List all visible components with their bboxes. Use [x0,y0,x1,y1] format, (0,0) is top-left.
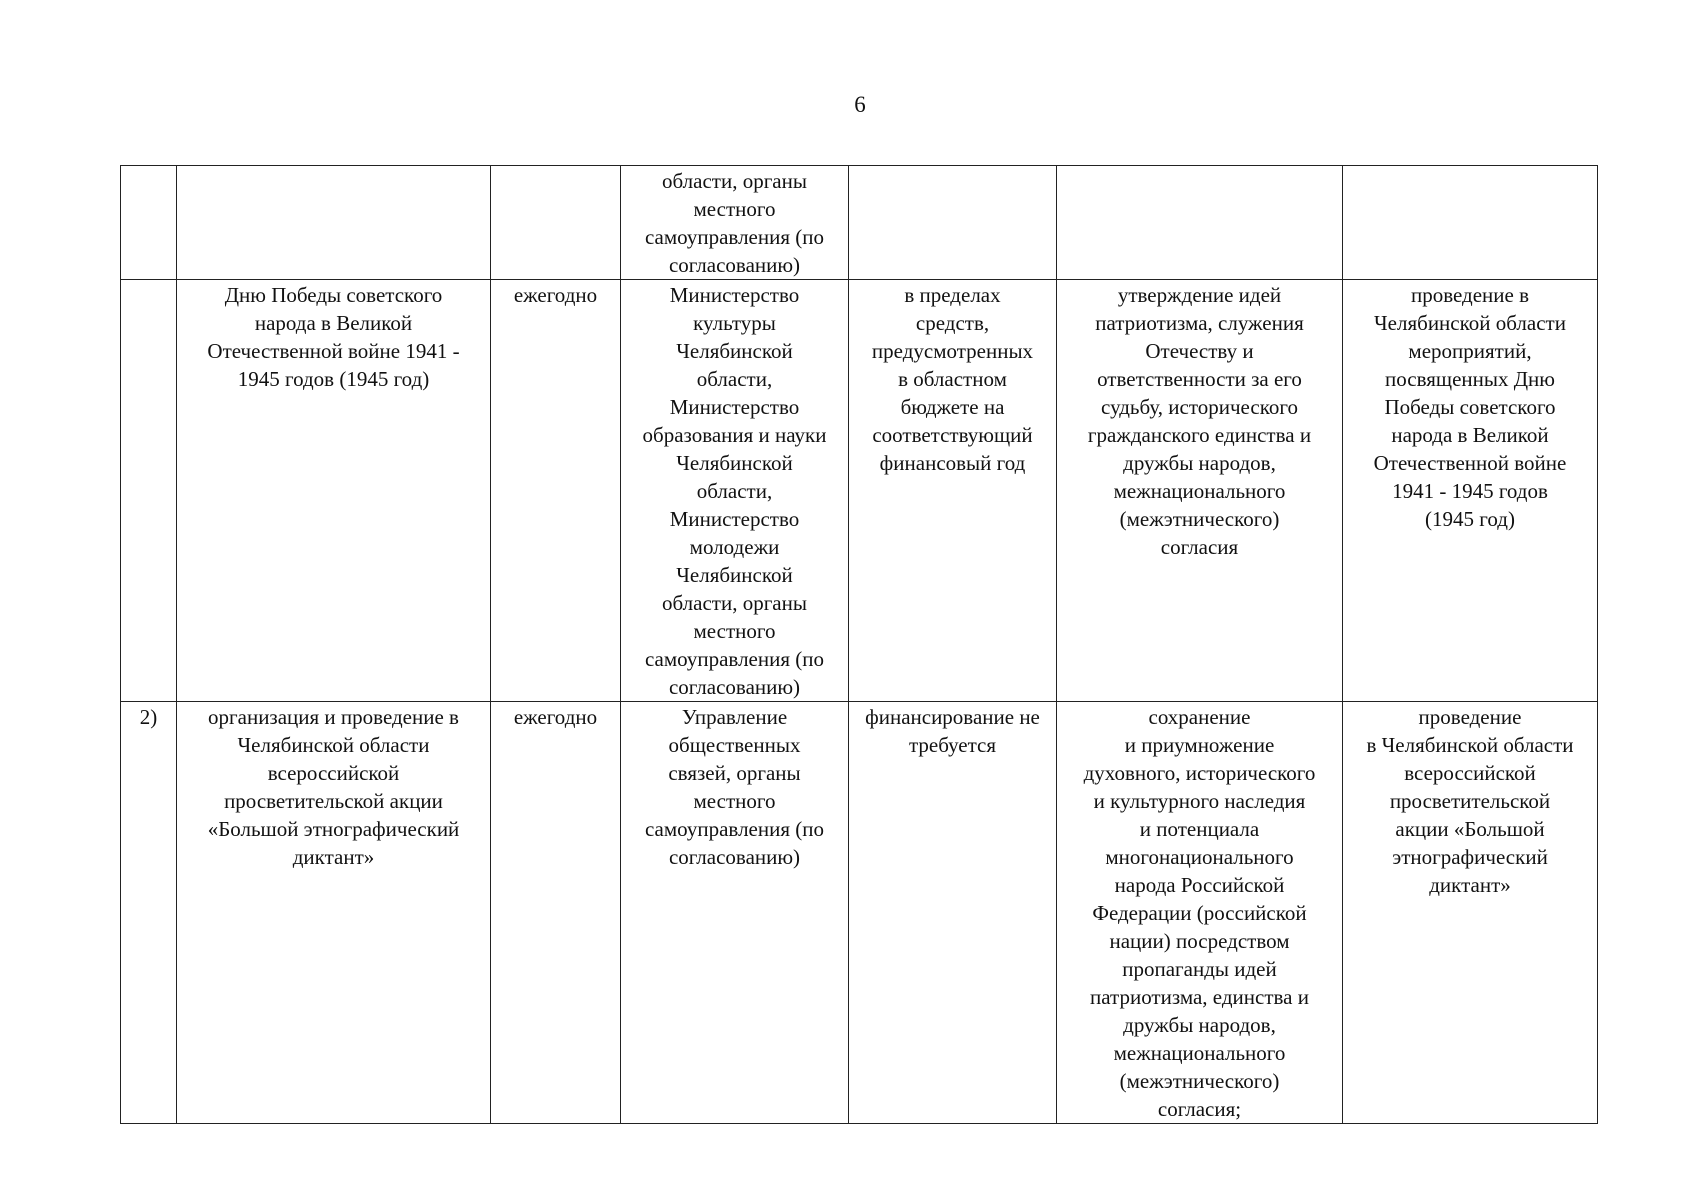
goals-cell: сохранение и приумножение духовного, исторического и культурного наследия и потенциала многонационального народа Российской Федерации (российской нации) посредством пропаганды идей патриотизма, единства и дружбы народов, межнационального (межэтнического) согласия; [1057,702,1343,1124]
table-row [121,280,1598,702]
event-cell: Дню Победы советского народа в Великой Отечественной войне 1941 - 1945 годов (1945 год) [177,280,491,702]
goals-cell [1057,166,1343,280]
funding-cell [849,166,1057,280]
result-cell: проведение в Челябинской области всероссийской просветительской акции «Большой этнографический диктант» [1343,702,1598,1124]
event-cell: организация и проведение в Челябинской области всероссийской просветительской акции «Большой этнографический диктант» [177,702,491,1124]
table-row [121,166,1598,280]
goals-cell: утверждение идей патриотизма, служения Отечеству и ответственности за его судьбу, исторического гражданского единства и дружбы народов, межнационального (межэтнического) согласия [1057,280,1343,702]
period-cell: ежегодно [491,280,621,702]
result-cell [1343,166,1598,280]
period-cell [491,166,621,280]
page-number: 6 [854,92,866,117]
result-cell: проведение в Челябинской области мероприятий, посвященных Дню Победы советского народа в Великой Отечественной войне 1941 - 1945 годов (1945 год) [1343,280,1598,702]
executors-cell: области, органы местного самоуправления (по согласованию) [621,166,849,280]
event-cell [177,166,491,280]
executors-cell: Министерство культуры Челябинской области, Министерство образования и науки Челябинской области, Министерство молодежи Челябинской области, органы местного самоуправления (по согласованию) [621,280,849,702]
funding-cell: финансирование не требуется [849,702,1057,1124]
row-number-cell [121,280,177,702]
table-row [121,702,1598,1124]
plan-table [120,165,1598,1124]
executors-cell: Управление общественных связей, органы местного самоуправления (по согласованию) [621,702,849,1124]
row-number-cell: 2) [121,702,177,1124]
row-number-cell [121,166,177,280]
period-cell: ежегодно [491,702,621,1124]
funding-cell: в пределах средств, предусмотренных в областном бюджете на соответствующий финансовый год [849,280,1057,702]
